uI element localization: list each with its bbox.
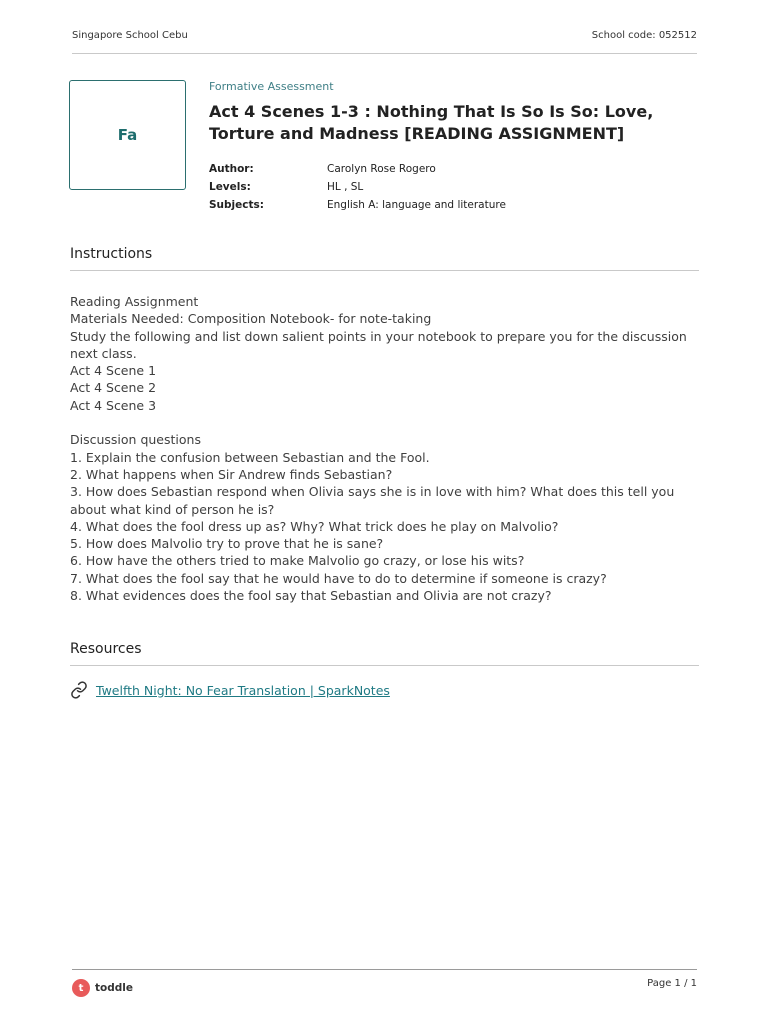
page-number: Page 1 / 1: [647, 978, 697, 989]
meta-key: Levels:: [209, 181, 251, 193]
instruction-line: Materials Needed: Composition Notebook- for note-taking: [70, 311, 432, 327]
instruction-line: 4. What does the fool dress up as? Why? What trick does he play on Malvolio?: [70, 518, 559, 534]
meta-value: Carolyn Rose Rogero: [327, 163, 436, 175]
instruction-line: 1. Explain the confusion between Sebastian and the Fool.: [70, 449, 430, 465]
resources-heading: Resources: [70, 641, 142, 657]
instruction-line: Act 4 Scene 1: [70, 363, 157, 379]
instruction-line: 2. What happens when Sir Andrew finds Sebastian?: [70, 466, 393, 482]
instructions-heading: Instructions: [70, 246, 153, 262]
resource-item[interactable]: [70, 681, 390, 699]
instruction-line: Act 4 Scene 2: [70, 380, 157, 396]
toddle-logo-mark: t: [72, 979, 90, 997]
meta-key: Author:: [209, 163, 254, 175]
instruction-line: [70, 414, 700, 431]
instruction-line: 6. How have the others tried to make Malvolio go crazy, or lose his wits?: [70, 553, 525, 569]
instruction-line: 7. What does the fool say that he would have to do to determine if someone is crazy?: [70, 570, 607, 586]
instruction-line: Reading Assignment: [70, 294, 199, 309]
instruction-line: 5. How does Malvolio try to prove that he is sane?: [70, 536, 384, 552]
instructions-divider: [70, 270, 699, 271]
school-code: School code: 052512: [591, 30, 697, 41]
meta-row-subjects: [209, 196, 709, 214]
instruction-line: 3. How does Sebastian respond when Olivia says she is in love with him? What does this tell you about what kind of person he is?: [70, 484, 675, 517]
school-name: Singapore School Cebu: [72, 30, 188, 41]
page-title: Act 4 Scenes 1-3 : Nothing That Is So Is So: Love, Torture and Madness [READING ASSIGNMENT]: [209, 102, 654, 143]
footer-divider: [72, 969, 697, 970]
instruction-line: 8. What evidences does the fool say that Sebastian and Olivia are not crazy?: [70, 588, 552, 604]
meta-value: HL , SL: [327, 181, 364, 193]
resource-link-sparknotes[interactable]: Twelfth Night: No Fear Translation | SparkNotes: [96, 682, 390, 698]
instruction-line: Study the following and list down salient points in your notebook to prepare you for the discussion next class.: [70, 328, 687, 361]
meta-key: Subjects:: [209, 199, 264, 211]
meta-row-levels: [209, 178, 709, 196]
link-icon: [70, 681, 88, 699]
badge-label: Fa: [117, 126, 138, 144]
resources-divider: [70, 665, 699, 666]
meta-row-author: [209, 160, 709, 178]
meta-value: English A: language and literature: [327, 199, 506, 211]
instruction-line: Discussion questions: [70, 432, 201, 448]
assessment-type-badge: [69, 80, 186, 190]
meta-table: [209, 160, 709, 214]
instructions-body: [70, 293, 700, 604]
instruction-line: Act 4 Scene 3: [70, 397, 157, 413]
toddle-logo: [72, 979, 133, 997]
assessment-meta: [209, 79, 709, 214]
toddle-logo-text: toddle: [95, 982, 133, 994]
page-header: [72, 30, 697, 54]
assessment-type: Formative Assessment: [209, 80, 334, 93]
header-divider: [72, 53, 697, 54]
